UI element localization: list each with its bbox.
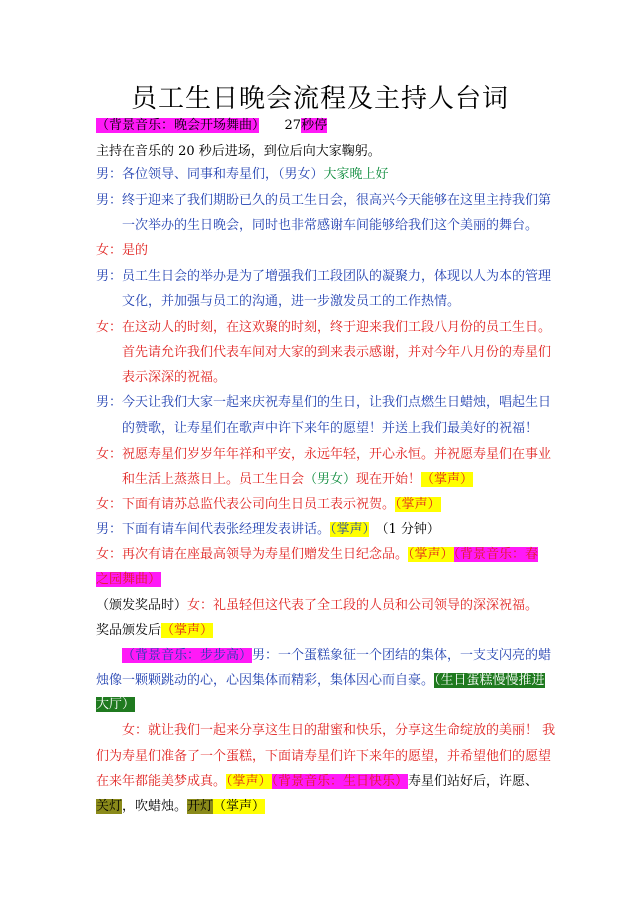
script-line: 一次举办的生日晚会，同时也非常感谢车间能够给我们这个美丽的舞台。 [96,218,539,233]
script-line [96,696,135,714]
script-text: 男：一个蛋糕象征一个团结的集体，一支支闪亮的蜡 [252,648,552,663]
script-text: 和生活上蒸蒸日上。员工生日会 [96,472,305,487]
script-line [96,521,440,539]
script-line: 首先请允许我们代表车间对大家的到来表示感谢，并对今年八月份的寿星们 [96,345,552,360]
script-line: 表示深深的祝福。 [96,370,227,385]
music-cue: （背景音乐：生日快乐） [271,774,409,789]
script-text-green: （男女） [304,472,357,487]
script-line: 男：今天让我们大家一起来庆祝寿星们的生日，让我们点燃生日蜡烛，唱起生日 [96,395,552,410]
opening-music-line [96,117,327,135]
stage-note: （颁发奖品时） [96,598,188,613]
script-line [122,647,551,665]
cake-cue: 大厅） [96,697,136,712]
script-text: 男：各位领导、同事和寿星们，（男女） [96,167,324,182]
script-line [96,622,213,640]
script-line: 女：就让我们一起来分享这生日的甜蜜和快乐，分享这生命绽放的美丽！ 我 [96,723,556,738]
script-text: 烛像一颗颗跳动的心，心因集体而精彩，集体因心而自豪。 [96,673,435,688]
applause-cue: （掌声） [421,472,474,487]
music-cue: （背景音乐：春 [453,547,539,562]
script-line [96,471,473,489]
script-line: 女：是的 [96,243,149,258]
stage-note: ，吹蜡烛。 [122,799,188,814]
applause-cue: （掌声） [330,522,370,537]
music-cue: （背景音乐：晚会开场舞曲） [96,118,259,133]
stage-note: 寿星们站好后，许愿、 [408,774,539,789]
script-text-green: 大家晚上好 [323,167,389,182]
cake-cue: （生日蛋糕慢慢推进 [434,673,545,688]
script-line [96,166,389,184]
intro-line: 主持在音乐的 20 秒后进场，到位后向大家鞠躬。 [96,144,381,159]
applause-cue: （掌声） [226,774,272,789]
script-text: 女：下面有请苏总监代表公司向生日员工表示祝贺。 [96,497,396,512]
script-line [96,597,538,615]
script-line [96,672,545,690]
script-line: 女：在这动人的时刻，在这欢聚的时刻，终于迎来我们工段八月份的员工生日。 [96,320,552,335]
script-line: 男：员工生日会的举办是为了增强我们工段团队的凝聚力，体现以人为本的管理 [96,269,552,284]
lights-on-cue: 开灯 [187,799,214,814]
script-line [96,546,538,564]
applause-cue: （掌声） [395,497,441,512]
lights-off-cue: 关灯 [96,799,123,814]
script-text: 女：再次有请在座最高领导为寿星们赠发生日纪念品。 [96,547,409,562]
script-text: 男：下面有请车间代表张经理发表讲话。 [96,522,331,537]
script-text: 女：礼虽轻但这代表了全工段的人员和公司领导的深深祝福。 [187,598,539,613]
applause-cue: （掌声） [213,799,266,814]
script-line [96,571,161,589]
document-title: 员工生日晚会流程及主持人台词 [130,84,509,114]
script-text: 在来年都能美梦成真。 [96,774,227,789]
script-line: 的赞歌，让寿星们在歌声中许下来年的愿望！并送上我们最美好的祝福！ [96,421,539,436]
applause-cue: （掌声） [408,547,454,562]
script-line: 女：祝愿寿星们岁岁年年祥和平安，永远年轻，开心永恒。并祝愿寿星们在事业 [96,447,552,462]
script-line [96,496,441,514]
music-cue: 之园舞曲） [96,572,162,587]
applause-cue: （掌声） [161,623,214,638]
script-line [96,798,265,816]
script-line [96,773,538,791]
script-line: 们为寿星们准备了一个蛋糕，下面请寿星们许下来年的愿望，并希望他们的愿望 [96,749,552,764]
seconds-value: 27 [284,118,302,133]
script-text: 现在开始！ [356,472,422,487]
spacer [259,118,285,133]
script-line: 文化，并加强与员工的沟通，进一步激发员工的工作热情。 [96,294,461,309]
stage-note: 奖品颁发后 [96,623,162,638]
duration-note: （1 分钟） [369,522,440,537]
seconds-unit: 秒停 [301,118,328,133]
script-line: 男：终于迎来了我们期盼已久的员工生日会，很高兴今天能够在这里主持我们第 [96,193,552,208]
music-cue: （背景音乐：步步高） [122,648,253,663]
